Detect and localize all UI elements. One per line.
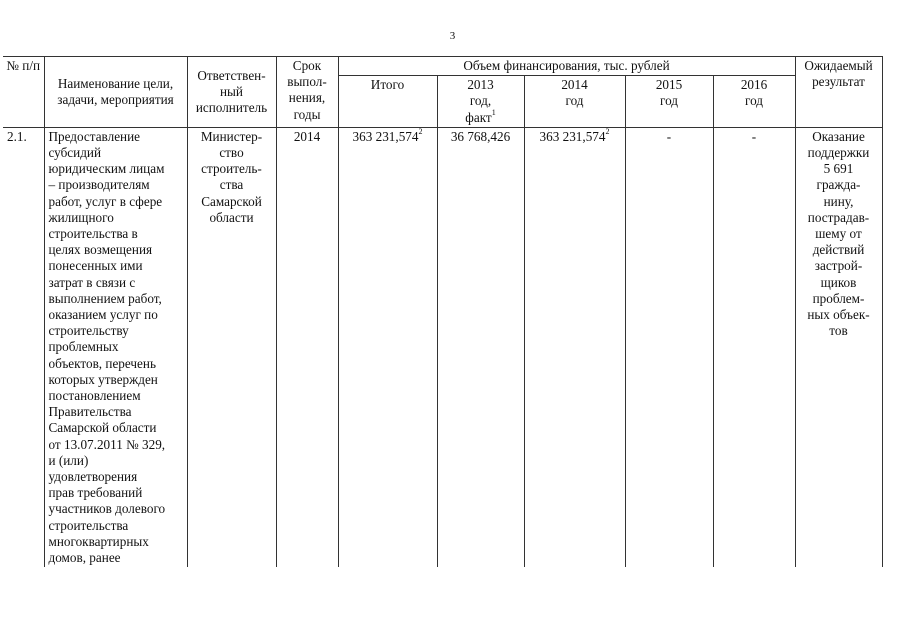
footnote-2-marker: 2	[418, 127, 423, 137]
row-expected: Оказание поддержки 5 691 гражда- нину, пострадав- шему от действий застрой- щиков проблем- ных объек- тов	[795, 127, 882, 567]
col-header-num: № п/п	[3, 57, 44, 128]
col-header-expected: Ожидаемый результат	[795, 57, 882, 128]
header-row-1	[3, 57, 882, 76]
table-row	[3, 127, 882, 567]
row-2016: -	[713, 127, 795, 567]
footnote-2-marker: 2	[605, 127, 610, 137]
row-total: 363 231,574$^2$	[338, 127, 437, 567]
row-responsible: Министер- ство строитель- ства Самарской области	[187, 127, 276, 567]
page-number: 3	[449, 30, 456, 42]
col-header-term: Срок выпол- нения, годы	[276, 57, 338, 128]
col-header-2014: 2014 год	[524, 76, 625, 128]
row-2014: 363 231,574$^2$	[524, 127, 625, 567]
row-name: Предоставление субсидий юридическим лицам – производителям работ, услуг в сфере жилищного строительства в целях возмещения понесенных ими затрат в связи с выполнением работ, оказанием услуг по строительству проблемных объектов, перечень которых утвержден постановлением Правительства Самарской области от 13.07.2011 № 329, и (или) удовлетворения прав требований участников долевого строительства многоквартирных домов, ранее	[44, 127, 187, 567]
row-2015: -	[625, 127, 713, 567]
col-header-2013: 2013 год, факт$^1$	[437, 76, 524, 128]
footnote-1-marker: 1	[491, 108, 496, 118]
col-header-name: Наименование цели, задачи, мероприятия	[44, 57, 187, 128]
col-header-2016: 2016 год	[713, 76, 795, 128]
col-header-responsible: Ответствен- ный исполнитель	[187, 57, 276, 128]
row-2013: 36 768,426	[437, 127, 524, 567]
program-table	[3, 56, 883, 567]
row-num: 2.1.	[3, 127, 44, 567]
col-header-funding: Объем финансирования, тыс. рублей	[338, 57, 795, 76]
col-header-2015: 2015 год	[625, 76, 713, 128]
col-header-total: Итого	[338, 76, 437, 128]
row-term: 2014	[276, 127, 338, 567]
